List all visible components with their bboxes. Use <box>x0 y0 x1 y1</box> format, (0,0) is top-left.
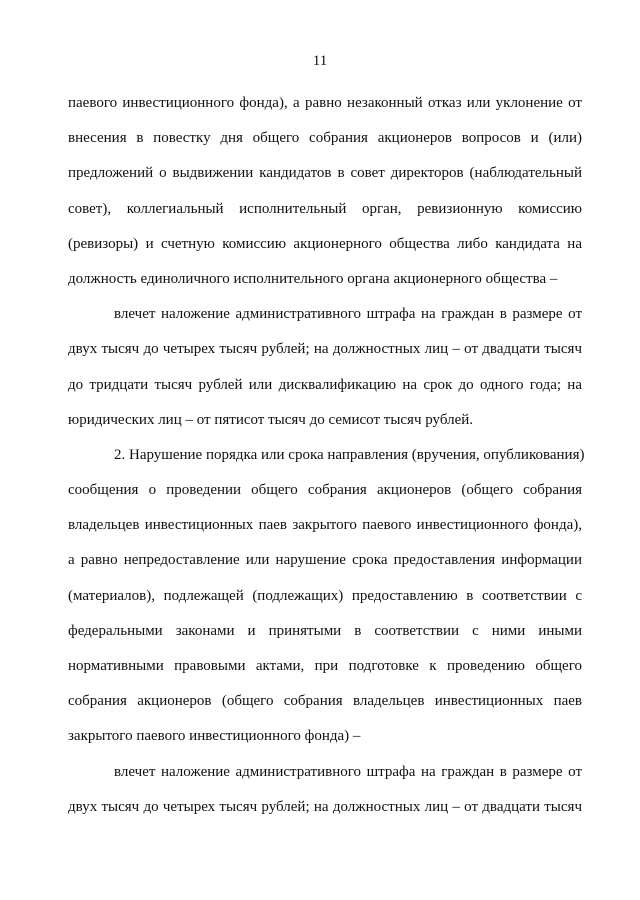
text-line: внесения в повестку дня общего собрания акционеров вопросов и (или) <box>68 130 582 147</box>
text-line: (материалов), подлежащей (подлежащих) предоставлению в соответствии с <box>68 587 582 604</box>
text-line: совет), коллегиальный исполнительный орган, ревизионную комиссию <box>68 200 582 217</box>
text-line: нормативными правовыми актами, при подготовке к проведению общего <box>68 658 582 674</box>
text-line: двух тысяч до четырех тысяч рублей; на должностных лиц – от двадцати тысяч <box>68 341 582 358</box>
text-line: собрания акционеров (общего собрания владельцев инвестиционных паев <box>68 693 582 710</box>
text-line: федеральными законами и принятыми в соответствии с ними иными <box>68 622 582 639</box>
text-line: до тридцати тысяч рублей или дисквалификацию на срок до одного года; на <box>68 376 582 393</box>
text-line: юридических лиц – от пятисот тысяч до семисот тысяч рублей. <box>68 411 474 428</box>
text-line: должность единоличного исполнительного органа акционерного общества – <box>68 270 558 287</box>
text-line: сообщения о проведении общего собрания акционеров (общего собрания <box>68 482 582 499</box>
paragraph-1 <box>68 86 582 297</box>
paragraph-2 <box>68 297 582 438</box>
paragraph-4 <box>68 755 582 825</box>
text-line: а равно непредоставление или нарушение срока предоставления информации <box>68 552 582 569</box>
text-line: 2. Нарушение порядка или срока направления (вручения, опубликования) <box>114 446 585 463</box>
text-line: (ревизоры) и счетную комиссию акционерного общества либо кандидата на <box>68 235 582 252</box>
text-line: владельцев инвестиционных паев закрытого паевого инвестиционного фонда), <box>68 517 582 534</box>
text-line: закрытого паевого инвестиционного фонда) – <box>68 728 361 745</box>
text-line: влечет наложение административного штрафа на граждан в размере от <box>114 763 582 780</box>
text-line: паевого инвестиционного фонда), а равно незаконный отказ или уклонение от <box>68 95 582 111</box>
document-body <box>68 86 585 825</box>
page-number: 11 <box>312 53 328 69</box>
text-line: влечет наложение административного штрафа на граждан в размере от <box>114 306 582 323</box>
text-line: предложений о выдвижении кандидатов в совет директоров (наблюдательный <box>68 165 582 182</box>
paragraph-3 <box>68 438 585 755</box>
text-line: двух тысяч до четырех тысяч рублей; на должностных лиц – от двадцати тысяч <box>68 798 582 815</box>
